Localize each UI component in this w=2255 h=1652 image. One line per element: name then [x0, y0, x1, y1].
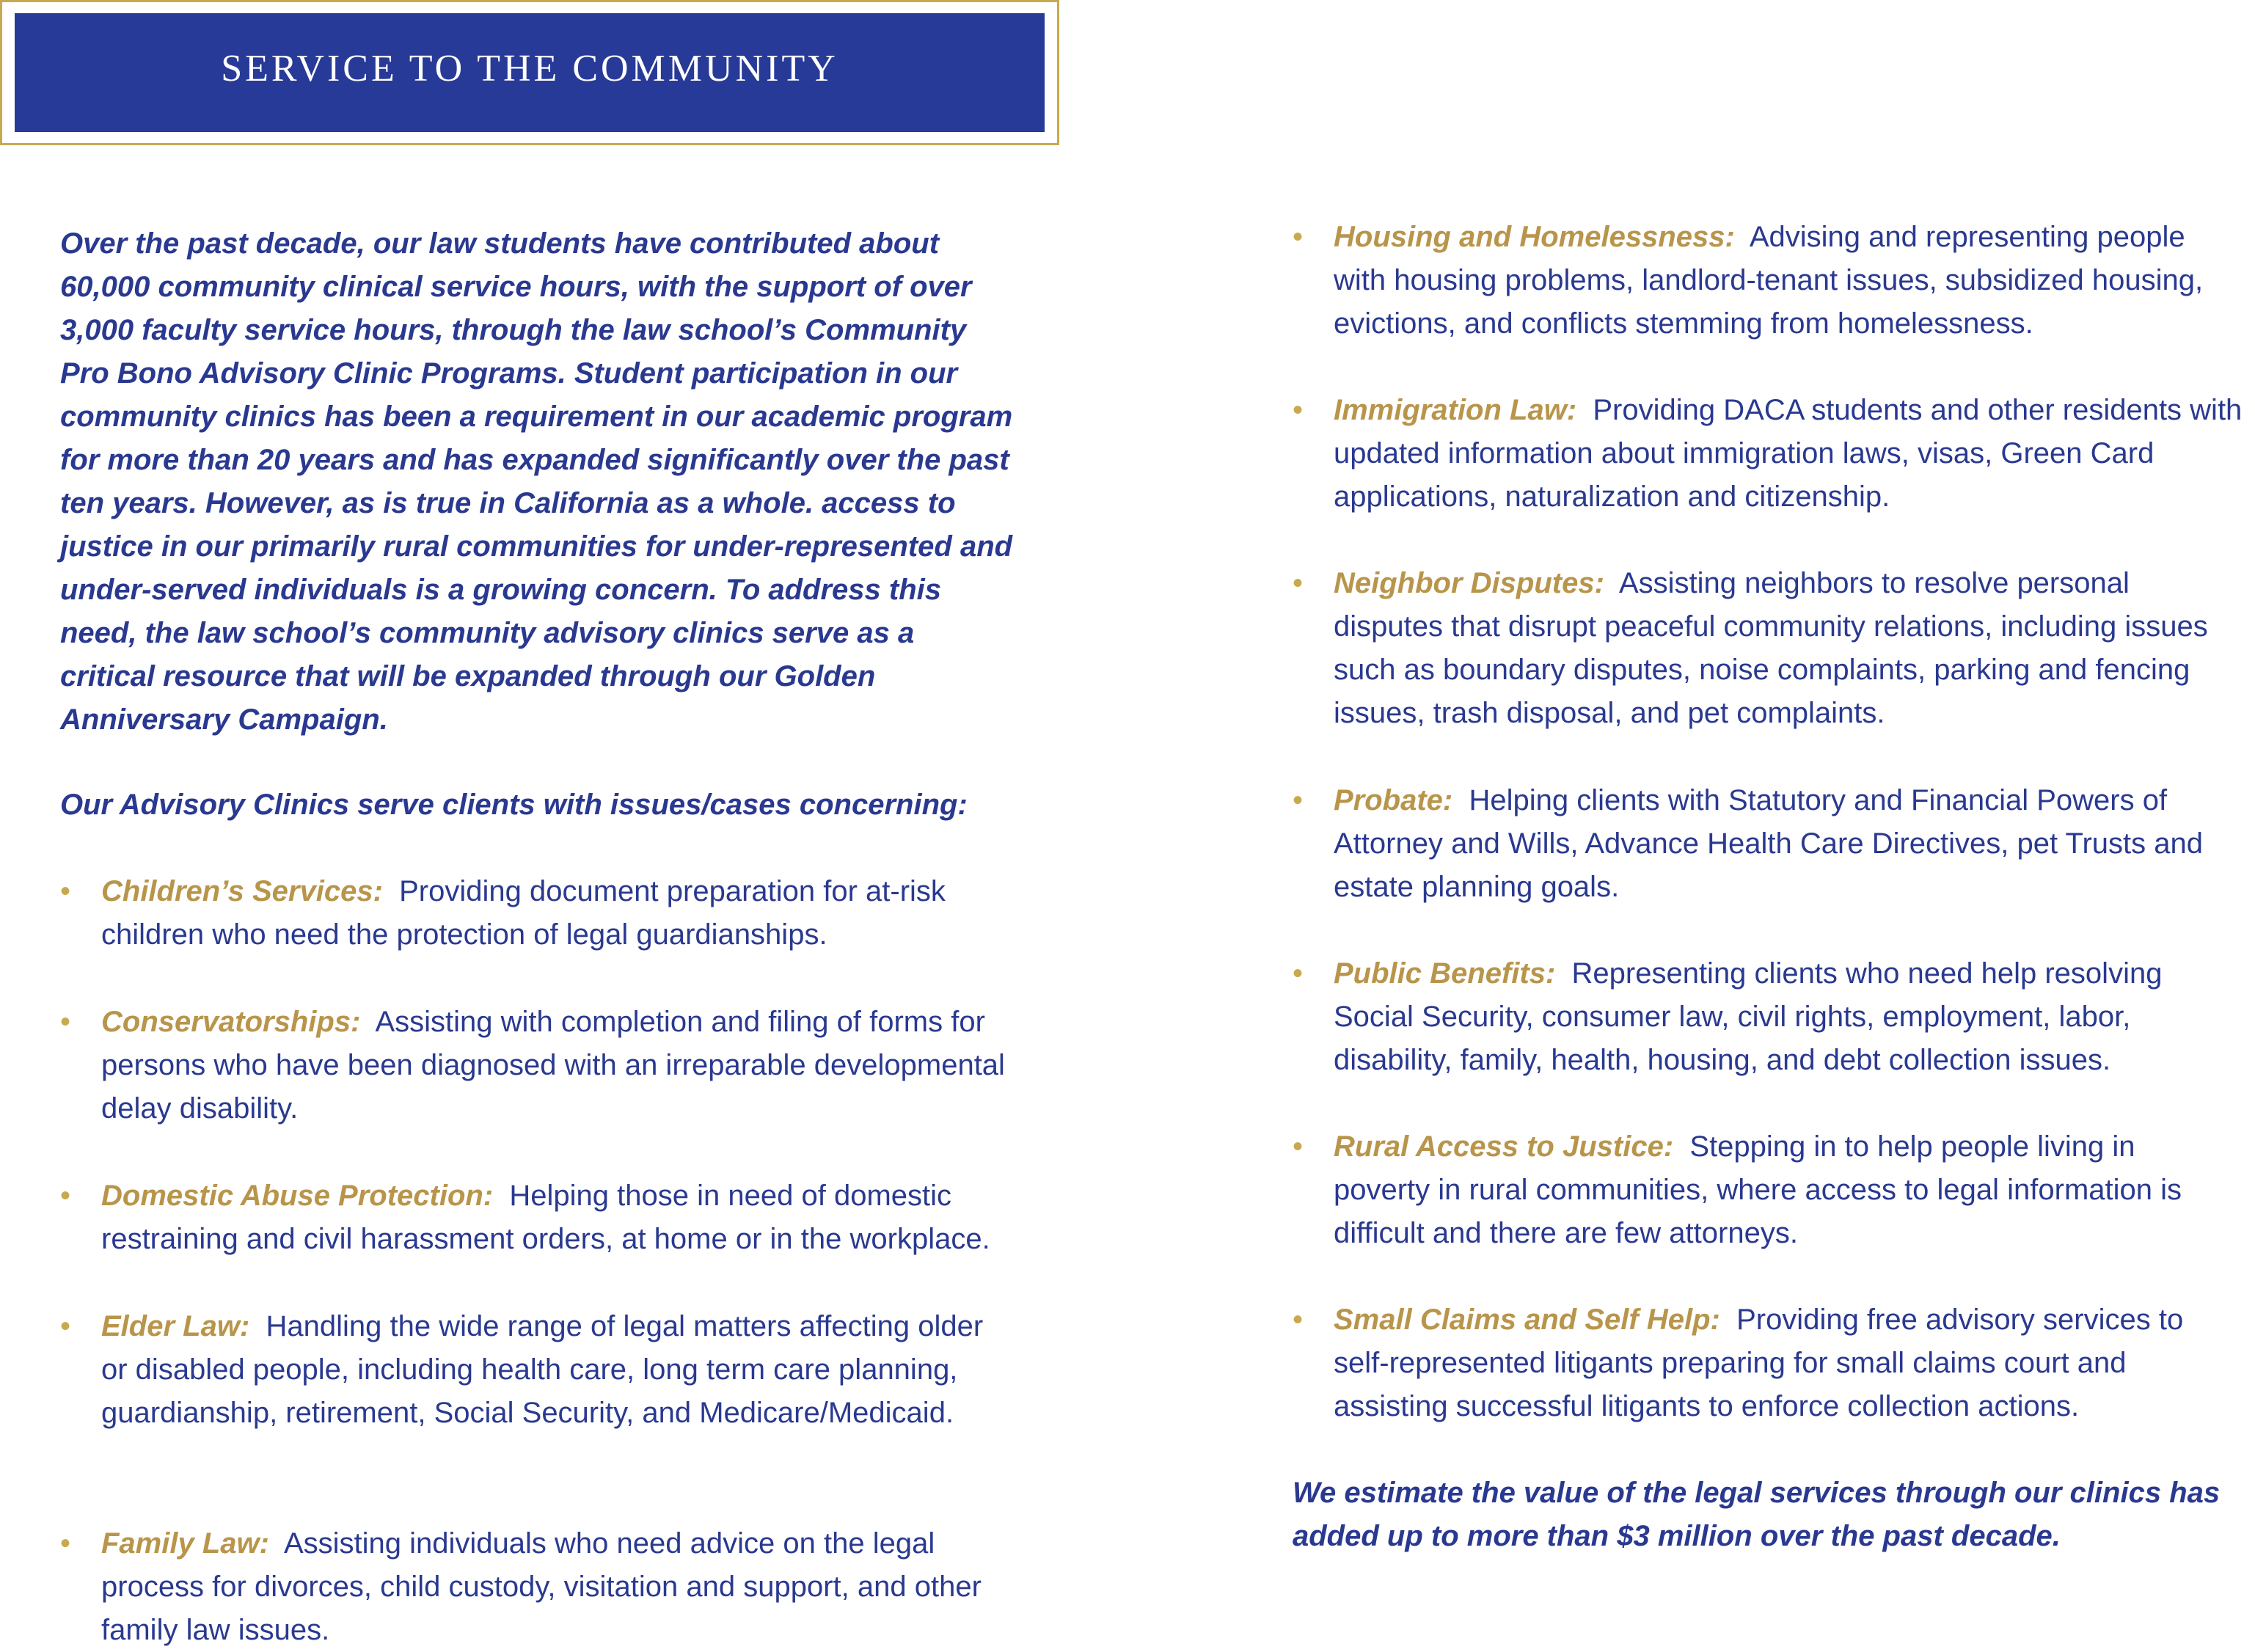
item-description: Representing clients who need help resolving Social Security, consumer law, civil rights, employment, labor, disability, family, health, housing, and debt collection issues.: [1334, 957, 2163, 1076]
bullet-icon: •: [1293, 1304, 1304, 1336]
bullet-icon: •: [60, 1310, 71, 1342]
item-title: Public Benefits:: [1334, 957, 1556, 990]
banner-fill: [15, 13, 1045, 132]
item-title: Small Claims and Self Help:: [1334, 1304, 1720, 1336]
item-title: Family Law:: [101, 1527, 269, 1560]
intro-paragraph: Over the past decade, our law students have contributed about 60,000 community clinical service hours, with the support of over 3,000 faculty service hours, through the law school’s Community Pro Bono Advisory Clinic Programs. Student participation in our community clinics has been a requirement in our academic program for more than 20 years and has expanded significantly over the past ten years. However, as is true in California as a whole. access to justice in our primarily rural communities for under-represented and under-served individuals is a growing concern. To address this need, the law school’s community advisory clinics serve as a critical resource that will be expanded through our Golden Anniversary Campaign.: [60, 227, 1013, 736]
item-title: Domestic Abuse Protection:: [101, 1180, 494, 1212]
item-title: Neighbor Disputes:: [1334, 567, 1604, 599]
item-title: Conservatorships:: [101, 1006, 361, 1038]
bullet-icon: •: [1293, 394, 1304, 426]
item-description: Helping those in need of domestic restraining and civil harassment orders, at home or in the workplace.: [101, 1180, 990, 1255]
item-description: Assisting neighbors to resolve personal disputes that disrupt peaceful community relations, including issues such as boundary disputes, noise complaints, parking and fencing issues, trash disposal, and pet complaints.: [1334, 567, 2208, 729]
item-description: Providing document preparation for at-risk children who need the protection of legal guardianships.: [101, 875, 946, 951]
item-description: Assisting individuals who need advice on the legal process for divorces, child custody, visitation and support, and other family law issues.: [101, 1527, 982, 1646]
item-description: Stepping in to help people living in poverty in rural communities, where access to legal information is difficult and there are few attorneys.: [1334, 1130, 2182, 1249]
item-title: Elder Law:: [101, 1310, 250, 1342]
bullet-icon: •: [60, 1180, 71, 1212]
bullet-icon: •: [60, 875, 71, 907]
item-title: Children’s Services:: [101, 875, 383, 907]
bullet-icon: •: [1293, 567, 1304, 599]
lead-in-text: Our Advisory Clinics serve clients with issues/cases concerning:: [60, 789, 968, 821]
bullet-icon: •: [1293, 784, 1304, 816]
item-description: Providing DACA students and other residents with updated information about immigration laws, visas, Green Card applications, naturalization and citizenship.: [1334, 394, 2243, 513]
item-description: Assisting with completion and filing of forms for persons who have been diagnosed with an irreparable developmental delay disability.: [101, 1006, 1005, 1125]
item-description: Helping clients with Statutory and Financial Powers of Attorney and Wills, Advance Health Care Directives, pet Trusts and estate planning goals.: [1334, 784, 2203, 903]
item-title: Immigration Law:: [1334, 394, 1577, 426]
bullet-icon: •: [60, 1527, 71, 1560]
item-description: Handling the wide range of legal matters affecting older or disabled people, including health care, long term care planning, guardianship, retirement, Social Security, and Medicare/Medicaid.: [101, 1310, 984, 1429]
bullet-icon: •: [1293, 1130, 1304, 1163]
item-title: Housing and Homelessness:: [1334, 221, 1735, 253]
section-banner: [0, 0, 1059, 145]
item-description: Providing free advisory services to self-represented litigants preparing for small claims court and assisting successful litigants to enforce collection actions.: [1334, 1304, 2184, 1422]
bullet-icon: •: [1293, 221, 1304, 253]
item-title: Probate:: [1334, 784, 1453, 816]
bullet-icon: •: [1293, 957, 1304, 990]
page-title: SERVICE TO THE COMMUNITY: [221, 47, 838, 89]
bullet-icon: •: [60, 1006, 71, 1038]
closing-paragraph: We estimate the value of the legal services through our clinics has added up to more than $3 million over the past decade.: [1293, 1477, 2221, 1552]
item-description: Advising and representing people with housing problems, landlord-tenant issues, subsidized housing, evictions, and conflicts stemming from homelessness.: [1334, 221, 2204, 340]
item-title: Rural Access to Justice:: [1334, 1130, 1674, 1163]
